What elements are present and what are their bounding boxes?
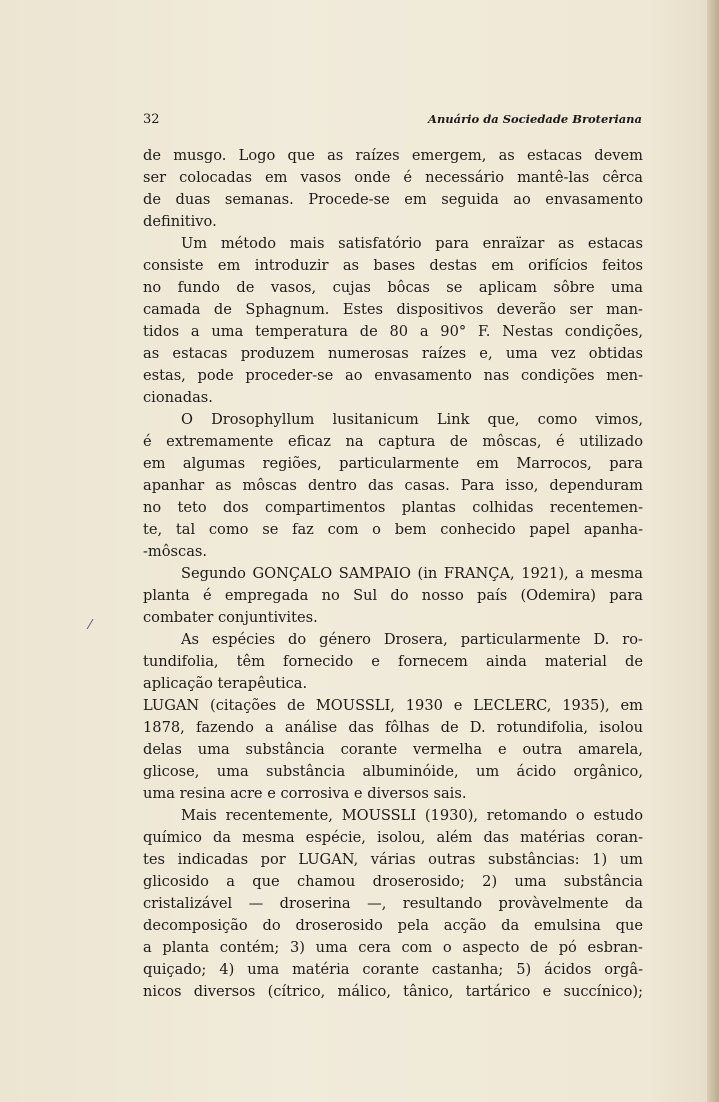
text-line: decomposição do droserosido pela acção da emulsina que (143, 917, 643, 934)
text-line: Mais recentemente, MOUSSLI (1930), retomando o estudo (181, 807, 643, 824)
page-number: 32 (143, 112, 160, 127)
text-line: no teto dos compartimentos plantas colhidas recentemen- (143, 499, 643, 516)
page-header (143, 112, 642, 127)
text-line: LUGAN (citações de MOUSSLI, 1930 e LECLERC, 1935), em (143, 697, 643, 714)
text-line: é extremamente eficaz na captura de môscas, é utilizado (143, 433, 643, 450)
text-line: O Drosophyllum lusitanicum Link que, como vimos, (181, 411, 643, 428)
text-line: tundifolia, têm fornecido e fornecem ainda material de (143, 653, 643, 670)
body-text (143, 145, 643, 1003)
text-line: delas uma substância corante vermelha e outra amarela, (143, 741, 643, 758)
text-line: As espécies do género Drosera, particularmente D. ro- (181, 631, 643, 648)
text-line: tidos a uma temperatura de 80 a 90° F. Nestas condições, (143, 323, 643, 340)
text-line: tes indicadas por LUGAN, várias outras substâncias: 1) um (143, 851, 643, 868)
text-line: uma resina acre e corrosiva e diversos sais. (143, 785, 467, 802)
text-line: Um método mais satisfatório para enraïzar as estacas (181, 235, 643, 252)
text-line: combater conjuntivites. (143, 609, 318, 626)
margin-pencil-mark: ⁄ (89, 618, 92, 633)
text-line: Segundo GONÇALO SAMPAIO (in FRANÇA, 1921), a mesma (181, 565, 643, 582)
text-line: quiçado; 4) uma matéria corante castanha; 5) ácidos orgâ- (143, 961, 643, 978)
text-line: camada de Sphagnum. Estes dispositivos deverão ser man- (143, 301, 643, 318)
text-line: no fundo de vasos, cujas bôcas se aplicam sôbre uma (143, 279, 643, 296)
text-line: definitivo. (143, 213, 217, 230)
text-line: apanhar as môscas dentro das casas. Para isso, dependuram (143, 477, 643, 494)
text-line: em algumas regiões, particularmente em Marrocos, para (143, 455, 643, 472)
text-line: estas, pode proceder-se ao envasamento nas condições men- (143, 367, 643, 384)
text-line: a planta contém; 3) uma cera com o aspecto de pó esbran- (143, 939, 643, 956)
text-line: de musgo. Logo que as raízes emergem, as estacas devem (143, 147, 643, 164)
text-line: consiste em introduzir as bases destas em orifícios feitos (143, 257, 643, 274)
text-line: planta é empregada no Sul do nosso país (Odemira) para (143, 587, 643, 604)
text-line: cristalizável — droserina —, resultando provàvelmente da (143, 895, 643, 912)
text-line: cionadas. (143, 389, 213, 406)
text-line: te, tal como se faz com o bem conhecido papel apanha- (143, 521, 643, 538)
text-line: aplicação terapêutica. (143, 675, 308, 692)
text-line: as estacas produzem numerosas raízes e, uma vez obtidas (143, 345, 643, 362)
text-line: glicose, uma substância albuminóide, um ácido orgânico, (143, 763, 643, 780)
text-line: glicosido a que chamou droserosido; 2) uma substância (143, 873, 643, 890)
page-edge (707, 0, 719, 1102)
text-line: químico da mesma espécie, isolou, além das matérias coran- (143, 829, 643, 846)
running-title: Anuário da Sociedade Broteriana (428, 112, 642, 126)
text-line: de duas semanas. Procede-se em seguida ao envasamento (143, 191, 643, 208)
text-line: -môscas. (143, 543, 208, 560)
text-line: ser colocadas em vasos onde é necessário mantê-las cêrca (143, 169, 643, 186)
text-line: 1878, fazendo a análise das fôlhas de D. rotundifolia, isolou (143, 719, 643, 736)
text-line: nicos diversos (cítrico, málico, tânico, tartárico e succínico); (143, 983, 643, 1000)
